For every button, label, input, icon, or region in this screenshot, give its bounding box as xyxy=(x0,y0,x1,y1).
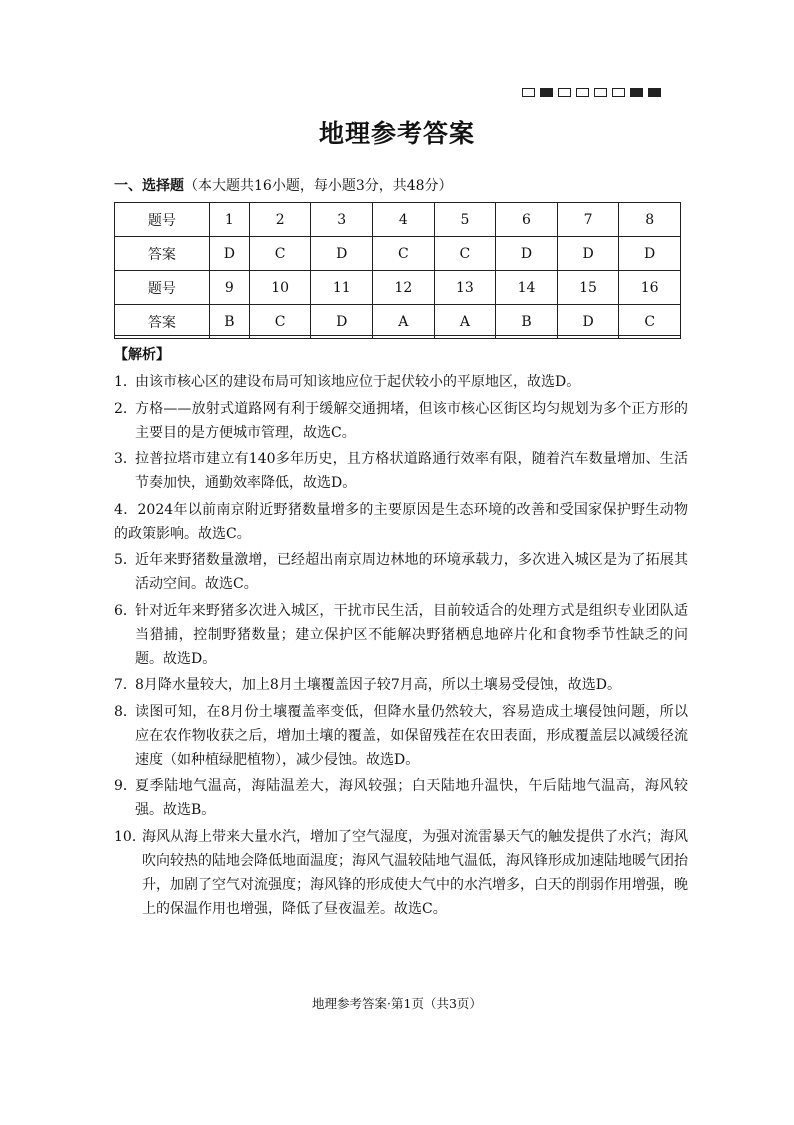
table-cell: 6 xyxy=(496,203,558,237)
item-number: 2． xyxy=(114,400,137,417)
analysis-list xyxy=(114,370,688,923)
answer-table xyxy=(114,202,681,339)
section-prefix: 一、选择题 xyxy=(114,178,184,194)
table-cell: 12 xyxy=(373,271,435,305)
empty-square-icon xyxy=(522,88,535,97)
row-header-cell: 题号 xyxy=(115,203,210,237)
table-cell: 16 xyxy=(619,271,681,305)
table-row xyxy=(115,237,681,271)
section-note: （本大题共16小题，每小题3分，共48分） xyxy=(184,178,453,194)
table-cell: 14 xyxy=(496,271,558,305)
table-cell: C xyxy=(434,237,496,271)
row-header-cell: 题号 xyxy=(115,271,210,305)
item-number: 7． xyxy=(114,677,137,693)
empty-square-icon xyxy=(594,88,607,97)
table-cell: 9 xyxy=(209,271,249,305)
filled-square-icon xyxy=(540,88,553,97)
analysis-item xyxy=(114,447,688,495)
item-number: 6． xyxy=(114,602,137,619)
item-text: 拉普拉塔市建立有140多年历史，且方格状道路通行效率有限，随着汽车数量增加、生活节奏加快，通勤效率降低，故选D。 xyxy=(135,451,688,491)
item-text: 由该市核心区的建设布局可知该地应位于起伏较小的平原地区，故选D。 xyxy=(135,374,581,390)
item-text: 海风从海上带来大量水汽，增加了空气湿度，为强对流雷暴天气的触发提供了水汽；海风吹向较热的陆地会降低地面温度；海风气温较陆地气温低，海风锋形成加速陆地暖气团抬升，加剧了空气对流强度；海风锋的形成使大气中的水汽增多，白天的削弱作用增强，晚上的保温作用也增强，降低了昼夜温差。故选C。 xyxy=(142,828,688,917)
analysis-item xyxy=(114,498,688,546)
analysis-item xyxy=(114,700,688,772)
item-number: 8． xyxy=(114,703,137,720)
row-header-cell: 答案 xyxy=(115,237,210,271)
table-cell: B xyxy=(209,305,249,339)
table-row xyxy=(115,271,681,305)
table-cell: 5 xyxy=(434,203,496,237)
item-number: 9． xyxy=(114,778,137,794)
empty-square-icon xyxy=(612,88,625,97)
table-cell: 2 xyxy=(249,203,311,237)
table-cell: D xyxy=(311,305,373,339)
analysis-item xyxy=(114,599,688,671)
table-cell: 4 xyxy=(373,203,435,237)
item-text: 近年来野猪数量激增，已经超出南京周边林地的环境承载力，多次进入城区是为了拓展其活动空间。故选C。 xyxy=(135,552,688,592)
item-number: 10． xyxy=(114,828,146,845)
item-text: 夏季陆地气温高，海陆温差大，海风较强；白天陆地升温快，午后陆地气温高，海风较强。故选B。 xyxy=(135,778,688,818)
table-cell: D xyxy=(209,237,249,271)
analysis-item xyxy=(114,370,688,394)
analysis-item xyxy=(114,774,688,822)
analysis-item xyxy=(114,673,688,697)
table-cell: 3 xyxy=(311,203,373,237)
item-text: 针对近年来野猪多次进入城区，干扰市民生活，目前较适合的处理方式是组织专业团队适当猎捕，控制野猪数量；建立保护区不能解决野猪栖息地碎片化和食物季节性缺乏的问题。故选D。 xyxy=(135,602,688,667)
table-cell: C xyxy=(373,237,435,271)
table-cell: 8 xyxy=(619,203,681,237)
item-number: 3． xyxy=(114,451,137,467)
table-cell: 1 xyxy=(209,203,249,237)
table-cell: D xyxy=(557,305,619,339)
item-text: 8月降水量较大，加上8月土壤覆盖因子较7月高，所以土壤易受侵蚀，故选D。 xyxy=(135,677,621,693)
empty-square-icon xyxy=(576,88,589,97)
section-heading xyxy=(114,175,453,195)
page-title: 地理参考答案 xyxy=(318,119,475,148)
table-cell: C xyxy=(619,305,681,339)
table-cell: C xyxy=(249,305,311,339)
item-number: 5． xyxy=(114,552,137,568)
table-cell: 7 xyxy=(557,203,619,237)
item-text: 4．2024年以前南京附近野猪数量增多的主要原因是生态环境的改善和受国家保护野生动物的政策影响。故选C。 xyxy=(114,501,688,542)
table-cell: 10 xyxy=(249,271,311,305)
item-text: 读图可知，在8月份土壤覆盖率变低，但降水量仍然较大，容易造成土壤侵蚀问题，所以应在农作物收获之后，增加土壤的覆盖，如保留残茬在农田表面，形成覆盖层以减缓径流速度（如种植绿肥植物），减少侵蚀。故选D。 xyxy=(135,703,688,768)
table-cell: D xyxy=(619,237,681,271)
analysis-item xyxy=(114,548,688,596)
table-cell: 11 xyxy=(311,271,373,305)
corner-marks xyxy=(522,88,661,97)
table-cell: D xyxy=(557,237,619,271)
table-cell: C xyxy=(249,237,311,271)
row-header-cell: 答案 xyxy=(115,305,210,339)
item-text: 方格——放射式道路网有利于缓解交通拥堵，但该市核心区街区均匀规划为多个正方形的主要目的是方便城市管理，故选C。 xyxy=(135,400,688,441)
table-cell: A xyxy=(434,305,496,339)
table-cell: 15 xyxy=(557,271,619,305)
table-cell: 13 xyxy=(434,271,496,305)
filled-square-icon xyxy=(648,88,661,97)
analysis-item xyxy=(114,825,688,921)
table-cell: B xyxy=(496,305,558,339)
item-number: 1． xyxy=(114,374,137,390)
empty-square-icon xyxy=(558,88,571,97)
page-footer: 地理参考答案·第1页（共3页） xyxy=(312,996,482,1011)
table-cell: A xyxy=(373,305,435,339)
filled-square-icon xyxy=(630,88,643,97)
table-row xyxy=(115,305,681,339)
analysis-item xyxy=(114,397,688,445)
table-cell: D xyxy=(311,237,373,271)
analysis-title: 【解析】 xyxy=(114,347,170,363)
table-cell: D xyxy=(496,237,558,271)
table-row xyxy=(115,203,681,237)
